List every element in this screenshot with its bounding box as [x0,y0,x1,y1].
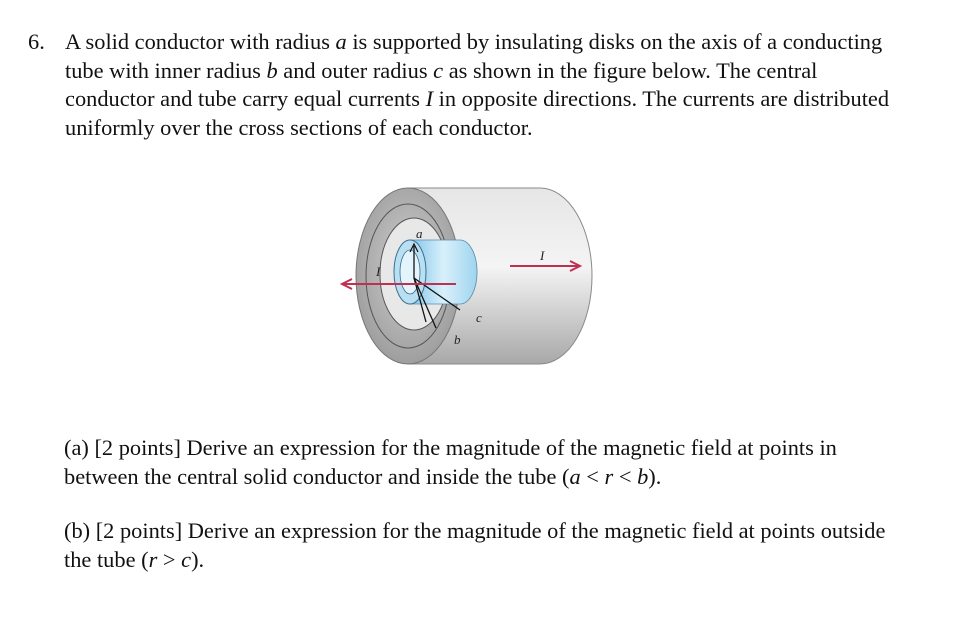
stem-line: A solid conductor with radius a is supported by insulating disks on the axis of a conducting [65,29,883,54]
var-I: I [425,86,434,111]
stem-line: tube with inner radius b and outer radius c as shown in the figure below. The central [65,57,818,83]
stem-line: conductor and tube carry equal currents I in opposite directions. The currents are distributed [65,86,890,111]
var-a: a [335,29,347,54]
label-c: c [476,310,482,325]
problem-number: 6. [28,29,45,54]
part-b-line: (b) [2 points] Derive an expression for the magnitude of the magnetic field at points outside [64,518,886,543]
coaxial-cable-diagram [330,180,600,380]
problem-stem [65,28,965,142]
coaxial-cable-figure [330,180,600,380]
part-a-line: (a) [2 points] Derive an expression for the magnitude of the magnetic field at points in [64,435,837,460]
label-current-right: I [540,248,545,263]
part-a-line: between the central solid conductor and inside the tube (a < r < b). [64,463,662,489]
part-b [64,517,964,574]
label-current-left: I [376,264,381,279]
part-a [64,434,964,491]
var-b: b [266,57,278,83]
stem-line: uniformly over the cross sections of each conductor. [65,114,533,140]
label-b: b [454,332,461,347]
label-a: a [416,226,423,241]
var-c: c [433,57,444,83]
part-b-line: the tube (r > c). [64,546,205,572]
